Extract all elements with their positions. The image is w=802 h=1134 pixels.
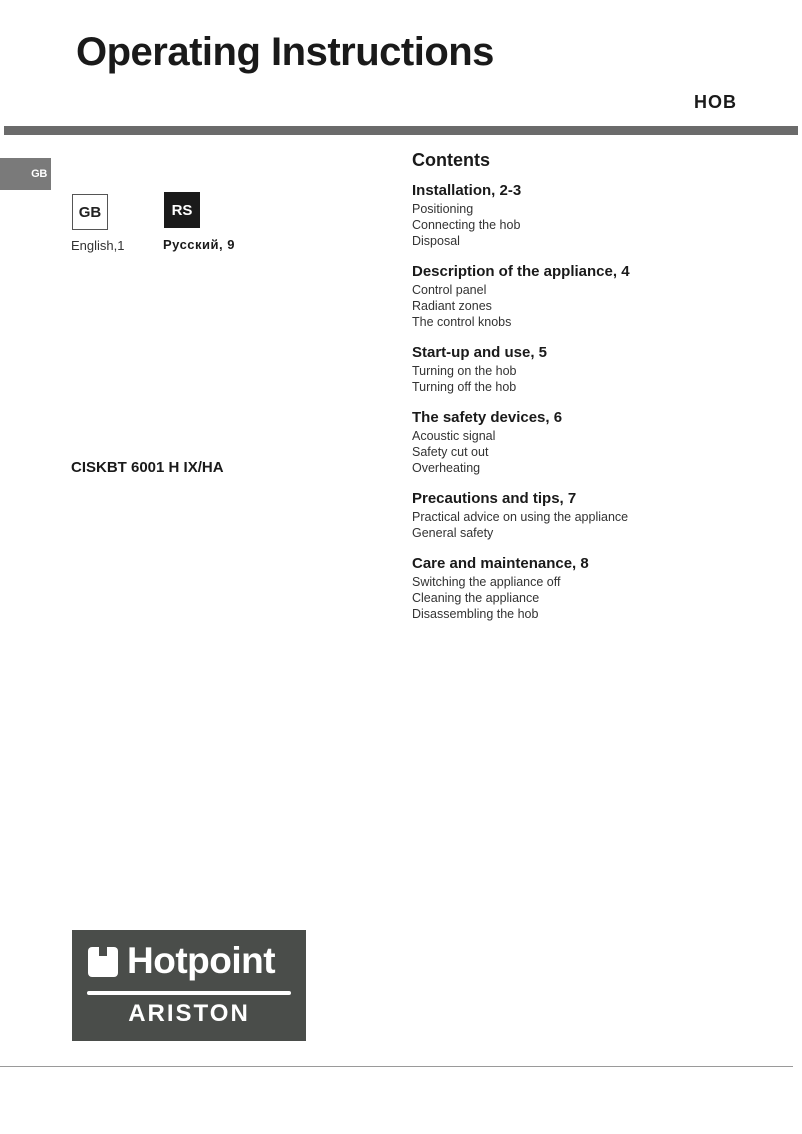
toc-item[interactable]: Switching the appliance off <box>412 575 561 589</box>
toc-item[interactable]: Overheating <box>412 461 481 475</box>
brand-name-primary: Hotpoint <box>127 940 276 981</box>
toc-item[interactable]: Acoustic signal <box>412 429 496 443</box>
toc-item[interactable]: Control panel <box>412 283 487 297</box>
brand-mark-icon <box>88 947 118 977</box>
toc-item[interactable]: Radiant zones <box>412 299 492 313</box>
toc-item[interactable]: Turning off the hob <box>412 380 517 394</box>
brand-logo <box>72 930 306 1041</box>
language-side-tab: GB <box>0 158 51 190</box>
toc-item[interactable]: Cleaning the appliance <box>412 591 540 605</box>
page-title: Operating Instructions <box>76 30 494 74</box>
toc-item[interactable]: Safety cut out <box>412 445 489 459</box>
toc-section-safety-devices <box>412 409 792 476</box>
toc-section-title[interactable]: Precautions and tips, 7 <box>412 490 577 507</box>
header-divider <box>4 126 798 135</box>
toc-item[interactable]: Disposal <box>412 234 460 248</box>
toc-item[interactable]: Disassembling the hob <box>412 607 539 621</box>
toc-item[interactable]: The control knobs <box>412 315 512 329</box>
language-label-russian[interactable]: Русский, 9 <box>163 237 235 252</box>
toc-section-title[interactable]: The safety devices, 6 <box>412 409 563 426</box>
toc-section-description <box>412 263 792 330</box>
language-badge-gb[interactable]: GB <box>72 194 108 230</box>
toc-item[interactable]: Positioning <box>412 202 474 216</box>
product-type-label: HOB <box>694 92 737 112</box>
toc-section-title[interactable]: Installation, 2-3 <box>412 182 522 199</box>
toc-section-installation <box>412 182 792 249</box>
contents-heading: Contents <box>412 150 490 170</box>
language-badge-rs[interactable]: RS <box>164 192 200 228</box>
toc-item[interactable]: General safety <box>412 526 494 540</box>
toc-item[interactable]: Turning on the hob <box>412 364 517 378</box>
table-of-contents <box>412 150 792 636</box>
brand-divider <box>87 991 291 995</box>
model-number: CISKBT 6001 H IX/HA <box>71 459 224 476</box>
brand-name-secondary: ARISTON <box>128 1000 250 1027</box>
footer-divider <box>0 1066 793 1067</box>
toc-section-care <box>412 555 792 622</box>
toc-section-title[interactable]: Description of the appliance, 4 <box>412 263 630 280</box>
toc-item[interactable]: Practical advice on using the appliance <box>412 510 629 524</box>
language-label-english[interactable]: English,1 <box>71 238 125 253</box>
toc-section-startup <box>412 344 792 395</box>
toc-section-title[interactable]: Care and maintenance, 8 <box>412 555 589 572</box>
toc-item[interactable]: Connecting the hob <box>412 218 521 232</box>
toc-section-title[interactable]: Start-up and use, 5 <box>412 344 548 361</box>
toc-section-precautions <box>412 490 792 541</box>
